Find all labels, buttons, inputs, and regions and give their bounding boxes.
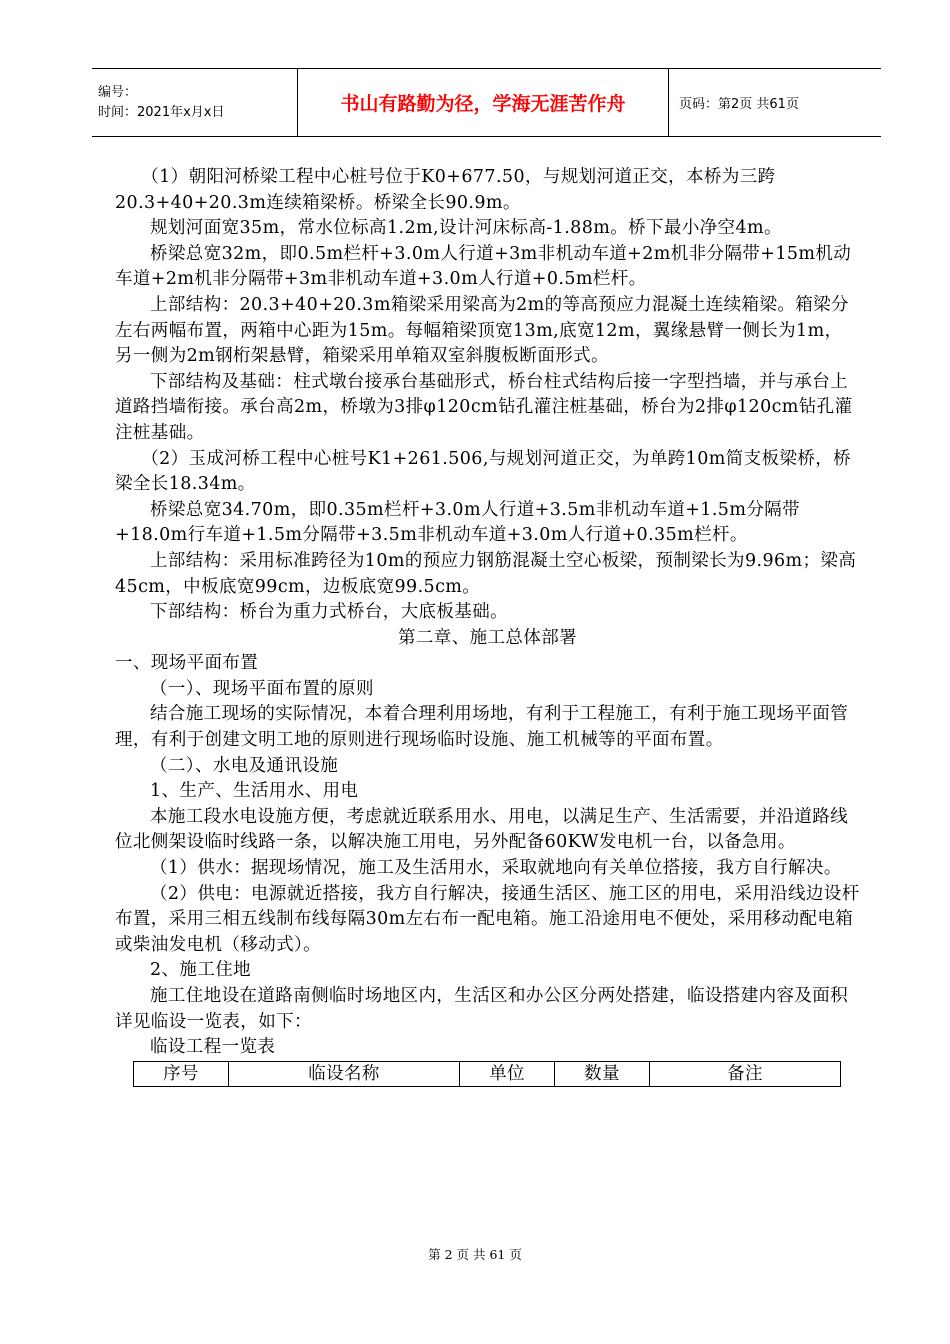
section-heading: 一、现场平面布置 [115,653,259,674]
paragraph: （2）玉成河桥工程中心桩号K1+261.506,与规划河道正交，为单跨10m简支板梁桥，桥梁全长18.34m。 [115,448,852,495]
paragraph: 下部结构及基础：柱式墩台接承台基础形式，桥台柱式结构后接一字型挡墙，并与承台上道路挡墙衔接。承台高2m，桥墩为3排φ120cm钻孔灌注桩基础，桥台为2排φ120cm钻孔灌注桩基础。 [115,371,853,443]
header-meta [92,69,298,136]
paragraph: 上部结构：20.3+40+20.3m箱梁采用梁高为2m的等高预应力混凝土连续箱梁。箱梁分左右两幅布置，两箱中心距为15m。每幅箱梁顶宽13m,底宽12m，翼缘悬臂一侧长为1m，另一侧为2m钢桁架悬臂，箱梁采用单箱双室斜腹板断面形式。 [115,294,849,367]
table-caption: 临设工程一览表 [150,1037,276,1058]
table-header-row [134,1061,841,1086]
subsection-heading: （一）、现场平面布置的原则 [150,678,374,699]
chapter-heading: 第二章、施工总体部署 [398,627,577,648]
paragraph: 结合施工现场的实际情况，本着合理利用场地，有利于工程施工，有利于施工现场平面管理，有利于创建文明工地的原则进行现场临时设施、施工机械等的平面布置。 [115,704,849,751]
paragraph: （2）供电：电源就近搭接，我方自行解决，接通生活区、施工区的用电，采用沿线边设杆布置，采用三相五线制布线每隔30m左右布一配电箱。施工沿途用电不便处，采用移动配电箱或柴油发电机（移动式）。 [115,883,860,955]
document-body [115,165,860,1087]
page-footer: 第 2 页 共 61 页 [428,1247,522,1262]
table-header-cell: 临设名称 [229,1061,460,1086]
paragraph: 下部结构：桥台为重力式桥台，大底板基础。 [150,602,508,623]
table-header-cell: 单位 [460,1061,555,1086]
item-heading: 1、生产、生活用水、用电 [150,781,359,802]
page-header [92,68,881,137]
table-header-cell: 序号 [134,1061,229,1086]
time-label: 时间：2021年x月x日 [98,104,225,120]
facilities-table [133,1061,841,1087]
subsection-heading: （二）、水电及通讯设施 [150,755,339,776]
header-page-code: 页码：第2页 共61页 [679,97,799,112]
paragraph: （1）供水：据现场情况，施工及生活用水，采取就地向有关单位搭接，我方自行解决。 [150,858,842,879]
paragraph: 桥梁总宽34.70m，即0.35m栏杆+3.0m人行道+3.5m非机动车道+1.5m分隔带+18.0m行车道+1.5m分隔带+3.5m非机动车道+3.0m人行道+0.35m栏杆。 [115,499,801,546]
paragraph: 施工住地设在道路南侧临时场地区内，生活区和办公区分两处搭建，临设搭建内容及面积详见临设一览表，如下： [115,986,849,1032]
paragraph: 桥梁总宽32m，即0.5m栏杆+3.0m人行道+3m非机动车道+2m机非分隔带+15m机动车道+2m机非分隔带+3m非机动车道+3.0m人行道+0.5m栏杆。 [115,243,852,290]
number-label: 编号： [98,84,138,100]
table-header-cell: 备注 [650,1061,841,1086]
header-motto: 书山有路勤为径，学海无涯苦作舟 [298,69,669,136]
table-header-cell: 数量 [555,1061,650,1086]
paragraph: （1）朝阳河桥梁工程中心桩号位于K0+677.50，与规划河道正交，本桥为三跨20.3+40+20.3m连续箱梁桥。桥梁全长90.9m。 [115,167,776,213]
item-heading: 2、施工住地 [150,960,252,981]
paragraph: 上部结构：采用标准跨径为10m的预应力钢筋混凝土空心板梁，预制梁长为9.96m；梁高45cm，中板底宽99cm，边板底宽99.5cm。 [115,550,857,597]
paragraph: 规划河面宽35m，常水位标高1.2m,设计河床标高-1.88m。桥下最小净空4m。 [150,218,782,239]
paragraph: 本施工段水电设施方便，考虑就近联系用水、用电，以满足生产、生活需要，并沿道路线位北侧架设临时线路一条，以解决施工用电，另外配备60KW发电机一台，以备急用。 [115,806,849,853]
